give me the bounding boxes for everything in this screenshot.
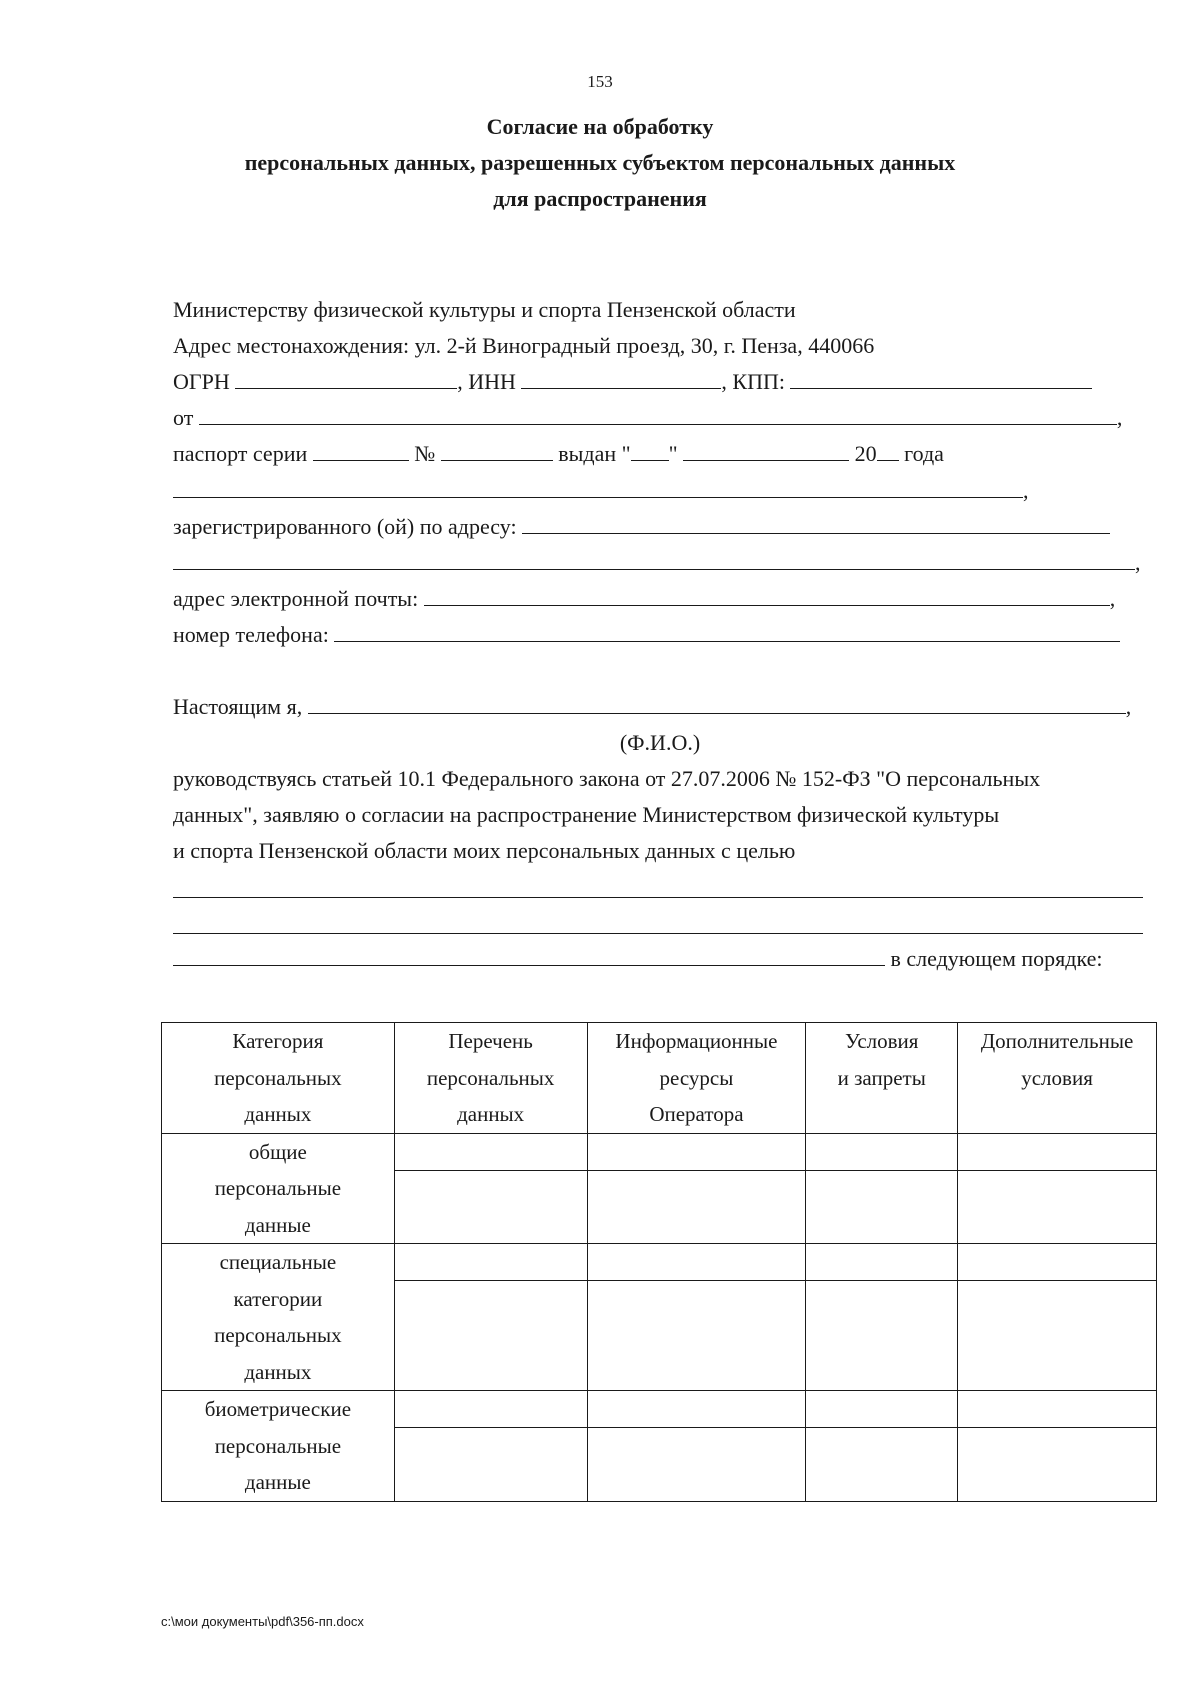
table-row	[162, 1391, 1157, 1428]
email-row	[173, 585, 1115, 613]
from-comma: ,	[1116, 405, 1123, 430]
ogrn-inn-kpp-row	[173, 368, 1092, 396]
recipient-address: Адрес местонахождения: ул. 2-й Виноградный проезд, 30, г. Пенза, 440066	[173, 333, 875, 358]
document-title-line-3: для распространения	[493, 186, 707, 211]
header-category: Категория персональных данных	[162, 1023, 395, 1134]
passport-issuer-row	[173, 477, 1029, 505]
statement-line-3: и спорта Пензенской области моих персональных данных с целью	[173, 838, 796, 863]
purpose-last-row	[173, 945, 1102, 973]
statement-intro: Настоящим я,	[173, 694, 303, 719]
table-cell[interactable]	[587, 1244, 806, 1281]
phone-blank[interactable]	[334, 623, 1120, 642]
table-cell[interactable]	[806, 1170, 958, 1243]
registered-address-continued-blank[interactable]	[173, 551, 1135, 570]
table-header-row	[162, 1023, 1157, 1134]
table-cell[interactable]	[394, 1281, 587, 1391]
header-additional-conditions: Дополнительные условия	[958, 1023, 1157, 1134]
email-comma: ,	[1109, 586, 1116, 611]
registered-address-row	[173, 513, 1110, 541]
purpose-blank-3[interactable]	[173, 947, 885, 966]
table-cell[interactable]	[958, 1281, 1157, 1391]
purpose-blank-1[interactable]	[173, 897, 1143, 898]
table-cell[interactable]	[587, 1133, 806, 1170]
year-prefix: 20	[854, 441, 877, 466]
table-cell[interactable]	[806, 1281, 958, 1391]
category-biometric: биометрические персональные данные	[162, 1391, 395, 1502]
table-cell[interactable]	[958, 1428, 1157, 1501]
issued-label: выдан "	[558, 441, 631, 466]
issue-month-blank[interactable]	[683, 442, 849, 461]
statement-line-1: руководствуясь статьей 10.1 Федерального закона от 27.07.2006 № 152-ФЗ "О персональных	[173, 766, 1041, 791]
phone-label: номер телефона:	[173, 622, 329, 647]
table-cell[interactable]	[806, 1244, 958, 1281]
issue-day-blank[interactable]	[631, 442, 669, 461]
passport-number-blank[interactable]	[441, 442, 553, 461]
table-cell[interactable]	[806, 1391, 958, 1428]
passport-number-label: №	[414, 441, 436, 466]
kpp-blank[interactable]	[790, 370, 1092, 389]
fio-comma: ,	[1125, 694, 1132, 719]
document-title-line-1: Согласие на обработку	[486, 114, 714, 139]
ogrn-label: ОГРН	[173, 369, 230, 394]
table-cell[interactable]	[394, 1391, 587, 1428]
table-cell[interactable]	[587, 1170, 806, 1243]
passport-series-label: паспорт серии	[173, 441, 308, 466]
registered-address-blank[interactable]	[522, 515, 1110, 534]
issue-year-blank[interactable]	[877, 442, 899, 461]
kpp-label: , КПП:	[721, 369, 785, 394]
inn-label: , ИНН	[457, 369, 516, 394]
table-cell[interactable]	[958, 1391, 1157, 1428]
table-cell[interactable]	[806, 1428, 958, 1501]
table-cell[interactable]	[394, 1133, 587, 1170]
table-cell[interactable]	[958, 1133, 1157, 1170]
statement-line-2: данных", заявляю о согласии на распространение Министерством физической культуры	[173, 802, 1000, 827]
from-label: от	[173, 405, 194, 430]
phone-row	[173, 621, 1120, 649]
category-general: общие персональные данные	[162, 1133, 395, 1244]
category-special: специальные категории персональных данных	[162, 1244, 395, 1391]
header-information-resources: Информационные ресурсы Оператора	[587, 1023, 806, 1134]
table-cell[interactable]	[587, 1428, 806, 1501]
fio-blank[interactable]	[308, 695, 1126, 714]
header-data-list: Перечень персональных данных	[394, 1023, 587, 1134]
page-number: 153	[587, 72, 613, 91]
consent-table	[161, 1022, 1157, 1502]
ogrn-blank[interactable]	[235, 370, 457, 389]
email-label: адрес электронной почты:	[173, 586, 419, 611]
passport-row	[173, 440, 944, 468]
table-cell[interactable]	[587, 1391, 806, 1428]
passport-series-blank[interactable]	[313, 442, 409, 461]
table-row	[162, 1244, 1157, 1281]
year-suffix: года	[904, 441, 944, 466]
recipient-ministry: Министерству физической культуры и спорта Пензенской области	[173, 297, 796, 322]
table-cell[interactable]	[394, 1244, 587, 1281]
document-title-line-2: персональных данных, разрешенных субъектом персональных данных	[244, 150, 956, 175]
table-cell[interactable]	[394, 1170, 587, 1243]
statement-intro-row	[173, 693, 1131, 721]
address-comma: ,	[1135, 550, 1141, 575]
from-row	[173, 404, 1122, 432]
inn-blank[interactable]	[521, 370, 721, 389]
table-cell[interactable]	[587, 1281, 806, 1391]
file-path-footer: c:\мои документы\pdf\356-пп.docx	[161, 1614, 364, 1629]
table-cell[interactable]	[394, 1428, 587, 1501]
email-blank[interactable]	[424, 587, 1110, 606]
registered-address-label: зарегистрированного (ой) по адресу:	[173, 514, 517, 539]
registered-address-continued-row	[173, 549, 1141, 577]
fio-caption: (Ф.И.О.)	[619, 730, 701, 755]
table-cell[interactable]	[958, 1244, 1157, 1281]
from-blank[interactable]	[199, 406, 1117, 425]
issue-quote-close: "	[668, 441, 678, 466]
table-row	[162, 1133, 1157, 1170]
passport-issuer-blank[interactable]	[173, 479, 1023, 498]
table-cell[interactable]	[806, 1133, 958, 1170]
purpose-blank-2[interactable]	[173, 933, 1143, 934]
issuer-comma: ,	[1023, 478, 1029, 503]
order-suffix: в следующем порядке:	[890, 946, 1103, 971]
table-cell[interactable]	[958, 1170, 1157, 1243]
header-conditions-and-prohibitions: Условия и запреты	[806, 1023, 958, 1134]
